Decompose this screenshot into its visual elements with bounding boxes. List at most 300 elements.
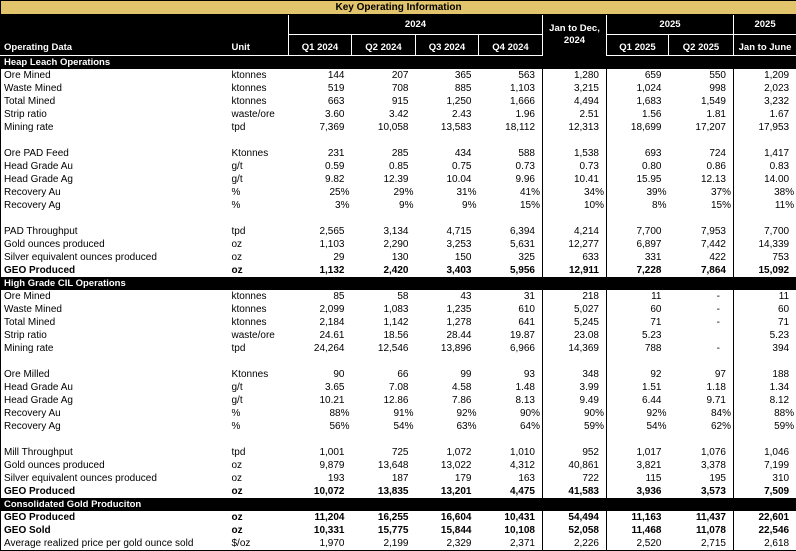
- header-spacer: [1, 15, 289, 35]
- value-cell: 18,699: [607, 121, 669, 134]
- value-cell: 11,078: [669, 524, 734, 537]
- value-cell: 22,601: [734, 511, 796, 524]
- value-cell: 59%: [734, 420, 796, 433]
- value-cell: 12,911: [543, 264, 607, 277]
- value-cell: 15,092: [734, 264, 796, 277]
- value-cell: 3.60: [289, 108, 352, 121]
- value-cell: 348: [543, 368, 607, 381]
- value-cell: 11%: [734, 199, 796, 212]
- value-cell: 7,442: [669, 238, 734, 251]
- value-cell: 3.65: [289, 381, 352, 394]
- row-label: Ore Mined: [1, 69, 229, 82]
- value-cell: 92%: [607, 407, 669, 420]
- value-cell: 99: [416, 368, 479, 381]
- value-cell: 6.44: [607, 394, 669, 407]
- value-cell: 0.83: [734, 160, 796, 173]
- value-cell: 3,253: [416, 238, 479, 251]
- value-cell: 1,549: [669, 95, 734, 108]
- value-cell: 14,339: [734, 238, 796, 251]
- row-label: Silver equivalent ounces produced: [1, 251, 229, 264]
- value-cell: 16,255: [352, 511, 416, 524]
- jan-to-dec-line1: Jan to Dec,: [543, 23, 606, 35]
- value-cell: 218: [543, 290, 607, 303]
- value-cell: 14,369: [543, 342, 607, 355]
- spacer-cell: [607, 433, 669, 446]
- value-cell: 1,072: [416, 446, 479, 459]
- value-cell: 1.67: [734, 108, 796, 121]
- value-cell: 8%: [607, 199, 669, 212]
- spacer-cell: [543, 212, 607, 225]
- row-unit: oz: [229, 485, 289, 498]
- value-cell: 0.80: [607, 160, 669, 173]
- value-cell: 11,437: [669, 511, 734, 524]
- spacer-cell: [543, 134, 607, 147]
- value-cell: 0.73: [479, 160, 543, 173]
- value-cell: 1,209: [734, 69, 796, 82]
- value-cell: 3,134: [352, 225, 416, 238]
- value-cell: 550: [669, 69, 734, 82]
- value-cell: 38%: [734, 186, 796, 199]
- value-cell: 3,378: [669, 459, 734, 472]
- value-cell: 9.96: [479, 173, 543, 186]
- spacer-cell: [289, 212, 352, 225]
- section-header-label: High Grade CIL Operations: [1, 277, 796, 290]
- spacer-cell: [289, 134, 352, 147]
- value-cell: 150: [416, 251, 479, 264]
- value-cell: 1,250: [416, 95, 479, 108]
- table-row: [1, 238, 796, 251]
- value-cell: 1.81: [669, 108, 734, 121]
- value-cell: 17,207: [669, 121, 734, 134]
- value-cell: 71: [607, 316, 669, 329]
- table-row: [1, 303, 796, 316]
- value-cell: 88%: [289, 407, 352, 420]
- spacer-cell: [1, 433, 229, 446]
- row-label: Recovery Au: [1, 186, 229, 199]
- value-cell: 1,132: [289, 264, 352, 277]
- table-row: [1, 485, 796, 498]
- value-cell: 231: [289, 147, 352, 160]
- value-cell: 91%: [352, 407, 416, 420]
- value-cell: 144: [289, 69, 352, 82]
- spacer-cell: [734, 212, 796, 225]
- column-header-unit: Unit: [229, 35, 289, 56]
- row-label: PAD Throughput: [1, 225, 229, 238]
- row-unit: oz: [229, 472, 289, 485]
- value-cell: 722: [543, 472, 607, 485]
- value-cell: 195: [669, 472, 734, 485]
- value-cell: 1,280: [543, 69, 607, 82]
- value-cell: 6,897: [607, 238, 669, 251]
- row-label: Average realized price per gold ounce sold: [1, 537, 229, 551]
- row-unit: $/oz: [229, 537, 289, 551]
- table-row: [1, 420, 796, 433]
- row-unit: g/t: [229, 160, 289, 173]
- value-cell: 1.96: [479, 108, 543, 121]
- value-cell: 0.86: [669, 160, 734, 173]
- row-label: Waste Mined: [1, 82, 229, 95]
- value-cell: 7,700: [734, 225, 796, 238]
- value-cell: 84%: [669, 407, 734, 420]
- value-cell: 28.44: [416, 329, 479, 342]
- spacer-cell: [352, 433, 416, 446]
- value-cell: 2,420: [352, 264, 416, 277]
- spacer-cell: [479, 433, 543, 446]
- value-cell: 1,046: [734, 446, 796, 459]
- value-cell: 187: [352, 472, 416, 485]
- value-cell: 8.13: [479, 394, 543, 407]
- value-cell: 10,058: [352, 121, 416, 134]
- spacer-cell: [229, 134, 289, 147]
- table-row: [1, 186, 796, 199]
- value-cell: 4,494: [543, 95, 607, 108]
- value-cell: 2,618: [734, 537, 796, 551]
- table-row: [1, 121, 796, 134]
- spacer-row: [1, 433, 796, 446]
- column-header-q4-2024: Q4 2024: [479, 35, 543, 56]
- row-label: GEO Produced: [1, 511, 229, 524]
- value-cell: 1,001: [289, 446, 352, 459]
- value-cell: 10%: [543, 199, 607, 212]
- value-cell: 58: [352, 290, 416, 303]
- value-cell: 24,264: [289, 342, 352, 355]
- value-cell: 4,475: [479, 485, 543, 498]
- value-cell: 11,163: [607, 511, 669, 524]
- spacer-cell: [352, 134, 416, 147]
- row-label: Head Grade Au: [1, 160, 229, 173]
- value-cell: 3.42: [352, 108, 416, 121]
- value-cell: 2,099: [289, 303, 352, 316]
- spacer-cell: [229, 433, 289, 446]
- row-unit: oz: [229, 238, 289, 251]
- value-cell: 2,199: [352, 537, 416, 551]
- value-cell: 3,232: [734, 95, 796, 108]
- row-label: Silver equivalent ounces produced: [1, 472, 229, 485]
- table-row: [1, 368, 796, 381]
- value-cell: 659: [607, 69, 669, 82]
- value-cell: 3.99: [543, 381, 607, 394]
- value-cell: 1.18: [669, 381, 734, 394]
- value-cell: 325: [479, 251, 543, 264]
- value-cell: 88%: [734, 407, 796, 420]
- value-cell: 1,083: [352, 303, 416, 316]
- value-cell: 11: [734, 290, 796, 303]
- row-label: Recovery Ag: [1, 199, 229, 212]
- value-cell: 31%: [416, 186, 479, 199]
- spacer-cell: [416, 212, 479, 225]
- value-cell: 15%: [479, 199, 543, 212]
- column-header-operating-data: Operating Data: [1, 35, 229, 56]
- value-cell: -: [669, 303, 734, 316]
- value-cell: 7,953: [669, 225, 734, 238]
- value-cell: 12.39: [352, 173, 416, 186]
- column-header-q3-2024: Q3 2024: [416, 35, 479, 56]
- row-label: Ore PAD Feed: [1, 147, 229, 160]
- value-cell: 10,108: [479, 524, 543, 537]
- row-unit: tpd: [229, 342, 289, 355]
- row-unit: ktonnes: [229, 303, 289, 316]
- row-unit: oz: [229, 251, 289, 264]
- value-cell: 18,112: [479, 121, 543, 134]
- value-cell: 0.85: [352, 160, 416, 173]
- value-cell: 10.41: [543, 173, 607, 186]
- row-label: Gold ounces produced: [1, 459, 229, 472]
- value-cell: 724: [669, 147, 734, 160]
- row-unit: %: [229, 199, 289, 212]
- column-header-q1-2025: Q1 2025: [607, 35, 669, 56]
- section-header-row: [1, 498, 796, 511]
- row-label: Recovery Au: [1, 407, 229, 420]
- value-cell: -: [669, 342, 734, 355]
- value-cell: 43: [416, 290, 479, 303]
- value-cell: 13,201: [416, 485, 479, 498]
- value-cell: 7,864: [669, 264, 734, 277]
- value-cell: 40,861: [543, 459, 607, 472]
- row-label: Total Mined: [1, 95, 229, 108]
- value-cell: 1,417: [734, 147, 796, 160]
- table-row: [1, 69, 796, 82]
- value-cell: 31: [479, 290, 543, 303]
- value-cell: 331: [607, 251, 669, 264]
- table-row: [1, 264, 796, 277]
- value-cell: 588: [479, 147, 543, 160]
- table-row: [1, 472, 796, 485]
- row-unit: ktonnes: [229, 95, 289, 108]
- value-cell: 10.04: [416, 173, 479, 186]
- value-cell: 641: [479, 316, 543, 329]
- value-cell: 10,431: [479, 511, 543, 524]
- value-cell: 1,076: [669, 446, 734, 459]
- row-unit: waste/ore: [229, 329, 289, 342]
- row-label: Gold ounces produced: [1, 238, 229, 251]
- value-cell: 1,235: [416, 303, 479, 316]
- row-label: Head Grade Ag: [1, 173, 229, 186]
- value-cell: 9.71: [669, 394, 734, 407]
- spacer-cell: [669, 355, 734, 368]
- spacer-cell: [543, 355, 607, 368]
- row-label: Waste Mined: [1, 303, 229, 316]
- value-cell: 11,468: [607, 524, 669, 537]
- row-unit: %: [229, 186, 289, 199]
- value-cell: 2,290: [352, 238, 416, 251]
- value-cell: 115: [607, 472, 669, 485]
- value-cell: 90: [289, 368, 352, 381]
- year-group-2024: 2024: [289, 15, 543, 35]
- value-cell: 3,215: [543, 82, 607, 95]
- value-cell: 34%: [543, 186, 607, 199]
- value-cell: 915: [352, 95, 416, 108]
- value-cell: 41%: [479, 186, 543, 199]
- spacer-cell: [229, 212, 289, 225]
- value-cell: 1,024: [607, 82, 669, 95]
- value-cell: 788: [607, 342, 669, 355]
- value-cell: 12,313: [543, 121, 607, 134]
- value-cell: 10,331: [289, 524, 352, 537]
- spacer-cell: [543, 433, 607, 446]
- table-row: [1, 290, 796, 303]
- value-cell: 13,022: [416, 459, 479, 472]
- value-cell: 2,715: [669, 537, 734, 551]
- row-label: Head Grade Ag: [1, 394, 229, 407]
- row-label: Strip ratio: [1, 108, 229, 121]
- value-cell: 6,966: [479, 342, 543, 355]
- value-cell: 1.51: [607, 381, 669, 394]
- value-cell: 13,648: [352, 459, 416, 472]
- row-label: Mill Throughput: [1, 446, 229, 459]
- table-row: [1, 173, 796, 186]
- value-cell: 5,027: [543, 303, 607, 316]
- row-label: Total Mined: [1, 316, 229, 329]
- value-cell: 92: [607, 368, 669, 381]
- spacer-cell: [479, 134, 543, 147]
- value-cell: 90%: [479, 407, 543, 420]
- value-cell: 2,565: [289, 225, 352, 238]
- table-row: [1, 329, 796, 342]
- row-unit: tpd: [229, 225, 289, 238]
- value-cell: 54%: [607, 420, 669, 433]
- row-unit: %: [229, 420, 289, 433]
- value-cell: 0.73: [543, 160, 607, 173]
- row-unit: waste/ore: [229, 108, 289, 121]
- value-cell: [669, 329, 734, 342]
- value-cell: 5,631: [479, 238, 543, 251]
- value-cell: 6,394: [479, 225, 543, 238]
- value-cell: 97: [669, 368, 734, 381]
- spacer-row: [1, 134, 796, 147]
- value-cell: 7,369: [289, 121, 352, 134]
- table-row: [1, 82, 796, 95]
- table-body: [1, 56, 796, 551]
- spacer-cell: [734, 433, 796, 446]
- spacer-cell: [669, 212, 734, 225]
- value-cell: 60: [734, 303, 796, 316]
- spacer-cell: [607, 134, 669, 147]
- value-cell: 663: [289, 95, 352, 108]
- value-cell: 753: [734, 251, 796, 264]
- value-cell: 1,103: [479, 82, 543, 95]
- section-header-row: [1, 277, 796, 290]
- spacer-cell: [1, 355, 229, 368]
- row-unit: oz: [229, 511, 289, 524]
- value-cell: 19.87: [479, 329, 543, 342]
- value-cell: 9%: [416, 199, 479, 212]
- value-cell: 365: [416, 69, 479, 82]
- value-cell: 15,844: [416, 524, 479, 537]
- spacer-cell: [734, 134, 796, 147]
- value-cell: 90%: [543, 407, 607, 420]
- value-cell: 207: [352, 69, 416, 82]
- value-cell: 10,072: [289, 485, 352, 498]
- spacer-row: [1, 355, 796, 368]
- value-cell: 1,278: [416, 316, 479, 329]
- value-cell: 2,329: [416, 537, 479, 551]
- row-unit: oz: [229, 264, 289, 277]
- row-label: GEO Sold: [1, 524, 229, 537]
- table-row: [1, 524, 796, 537]
- value-cell: 1,010: [479, 446, 543, 459]
- value-cell: 7,509: [734, 485, 796, 498]
- value-cell: 1.34: [734, 381, 796, 394]
- row-unit: Ktonnes: [229, 368, 289, 381]
- spacer-cell: [352, 212, 416, 225]
- table-row: [1, 537, 796, 551]
- value-cell: 394: [734, 342, 796, 355]
- table-row: [1, 342, 796, 355]
- row-unit: tpd: [229, 446, 289, 459]
- row-label: GEO Produced: [1, 485, 229, 498]
- value-cell: 9%: [352, 199, 416, 212]
- value-cell: 4,312: [479, 459, 543, 472]
- row-unit: g/t: [229, 173, 289, 186]
- value-cell: 7.86: [416, 394, 479, 407]
- value-cell: 7,199: [734, 459, 796, 472]
- value-cell: 693: [607, 147, 669, 160]
- value-cell: 12,546: [352, 342, 416, 355]
- value-cell: 310: [734, 472, 796, 485]
- spacer-row: [1, 212, 796, 225]
- table-row: [1, 199, 796, 212]
- section-header-label: Consolidated Gold Produciton: [1, 498, 796, 511]
- value-cell: 4,214: [543, 225, 607, 238]
- table-row: [1, 511, 796, 524]
- value-cell: 7,700: [607, 225, 669, 238]
- value-cell: 0.75: [416, 160, 479, 173]
- row-unit: g/t: [229, 394, 289, 407]
- value-cell: 15,775: [352, 524, 416, 537]
- value-cell: 130: [352, 251, 416, 264]
- value-cell: 62%: [669, 420, 734, 433]
- value-cell: 3,403: [416, 264, 479, 277]
- value-cell: 37%: [669, 186, 734, 199]
- value-cell: 17,953: [734, 121, 796, 134]
- row-label: GEO Produced: [1, 264, 229, 277]
- table-row: [1, 108, 796, 121]
- value-cell: 56%: [289, 420, 352, 433]
- value-cell: 1,142: [352, 316, 416, 329]
- value-cell: 24.61: [289, 329, 352, 342]
- value-cell: 92%: [416, 407, 479, 420]
- spacer-cell: [229, 355, 289, 368]
- value-cell: 9.49: [543, 394, 607, 407]
- row-unit: ktonnes: [229, 69, 289, 82]
- value-cell: 193: [289, 472, 352, 485]
- value-cell: 18.56: [352, 329, 416, 342]
- value-cell: 10.21: [289, 394, 352, 407]
- table-row: [1, 394, 796, 407]
- row-label: Head Grade Au: [1, 381, 229, 394]
- value-cell: 519: [289, 82, 352, 95]
- row-label: Mining rate: [1, 121, 229, 134]
- title-bar: [1, 1, 796, 15]
- row-unit: oz: [229, 459, 289, 472]
- column-header-jan-to-dec-2024: [543, 15, 607, 56]
- value-cell: 3,821: [607, 459, 669, 472]
- spacer-cell: [607, 212, 669, 225]
- value-cell: 1,017: [607, 446, 669, 459]
- column-header-q2-2025: Q2 2025: [669, 35, 734, 56]
- value-cell: 952: [543, 446, 607, 459]
- row-unit: oz: [229, 524, 289, 537]
- spacer-cell: [1, 212, 229, 225]
- table-row: [1, 251, 796, 264]
- value-cell: 5,245: [543, 316, 607, 329]
- value-cell: 60: [607, 303, 669, 316]
- spacer-cell: [416, 355, 479, 368]
- table-row: [1, 407, 796, 420]
- table-row: [1, 147, 796, 160]
- value-cell: 2,184: [289, 316, 352, 329]
- value-cell: 2.51: [543, 108, 607, 121]
